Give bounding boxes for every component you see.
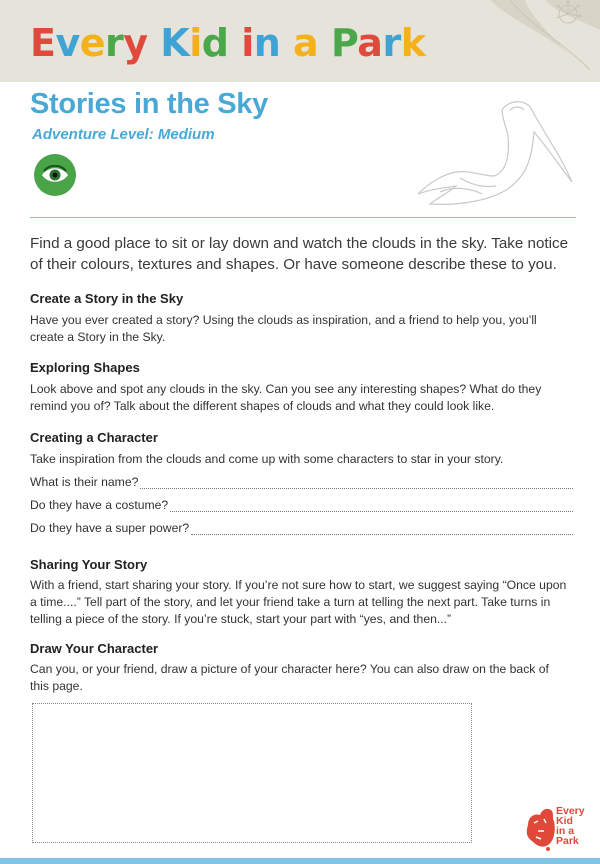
section-body-create: Have you ever created a story? Using the clouds as inspiration, and a friend to help you, you’ll create a Story in the Sky. [30, 313, 537, 344]
section-body-shapes: Look above and spot any clouds in the sky. Can you see any interesting shapes? What do they remind you of? Talk about the different shapes of clouds and what they could look like. [30, 382, 542, 413]
section-heading-character: Creating a Character [30, 430, 158, 445]
footer-logo-line3: in a [556, 825, 575, 837]
costume-field[interactable] [30, 498, 573, 512]
name-field-label: What is their name? [30, 475, 139, 489]
section-divider [30, 217, 576, 218]
header-banner [0, 0, 600, 82]
section-heading-draw: Draw Your Character [30, 641, 159, 656]
section-body-character: Take inspiration from the clouds and come up with some characters to star in your story. [30, 452, 504, 466]
super-power-field[interactable] [30, 521, 573, 535]
brand-letter: a [357, 21, 383, 65]
brand-letter: e [79, 21, 106, 65]
brand-letter: i [241, 21, 254, 65]
footer-logo-line1: Every [556, 805, 585, 817]
leaf-illustration [450, 0, 600, 82]
footer-logo-line4: Park [556, 835, 579, 847]
brand-letter: r [382, 21, 401, 65]
footer-bar [0, 858, 600, 864]
brand-letter: r [105, 21, 124, 65]
costume-field-line[interactable] [170, 500, 573, 512]
brand-letter: d [201, 21, 229, 65]
eye-icon [34, 154, 76, 196]
brand-letter: P [330, 21, 358, 65]
drawing-area[interactable] [32, 703, 472, 843]
brand-letter: a [293, 21, 319, 65]
super-power-field-line[interactable] [191, 523, 573, 535]
brand-letter: y [123, 21, 148, 65]
pelican-illustration [410, 96, 580, 216]
intro-text: Find a good place to sit or lay down and watch the clouds in the sky. Take notice of their colours, textures and shapes. Or have someone describe these to you. [30, 235, 569, 273]
brand-letter [228, 21, 241, 65]
page-title: Stories in the Sky [30, 88, 268, 120]
section-body-sharing: With a friend, start sharing your story. If you’re not sure how to start, we suggest saying “Once upon a time....” Tell part of the story, and let your friend take a turn at telling the next part. Take turns in telling a piece of the story. If you’re stuck, start your part with “yes, and then...” [30, 578, 567, 626]
super-power-field-label: Do they have a super power? [30, 521, 190, 535]
name-field-line[interactable] [140, 477, 573, 489]
adventure-level: Adventure Level: Medium [32, 126, 215, 143]
section-heading-create: Create a Story in the Sky [30, 291, 184, 306]
brand-letter: E [30, 21, 56, 65]
brand-letter: K [160, 21, 190, 65]
brand-letter: v [55, 21, 80, 65]
section-body-draw: Can you, or your friend, draw a picture of your character here? You can also draw on the back of this page. [30, 662, 549, 693]
brand-letter [318, 21, 331, 65]
brand-letter: n [253, 21, 281, 65]
section-heading-shapes: Exploring Shapes [30, 360, 140, 375]
brand-letter [148, 21, 161, 65]
brand-logo-text [30, 20, 425, 66]
brand-letter: i [189, 21, 202, 65]
name-field[interactable] [30, 475, 573, 489]
brand-letter: k [400, 21, 426, 65]
brand-letter [280, 21, 293, 65]
section-heading-sharing: Sharing Your Story [30, 557, 148, 572]
footer-logo-line2: Kid [556, 815, 573, 827]
costume-field-label: Do they have a costume? [30, 498, 169, 512]
footer-logo-text [556, 806, 585, 846]
